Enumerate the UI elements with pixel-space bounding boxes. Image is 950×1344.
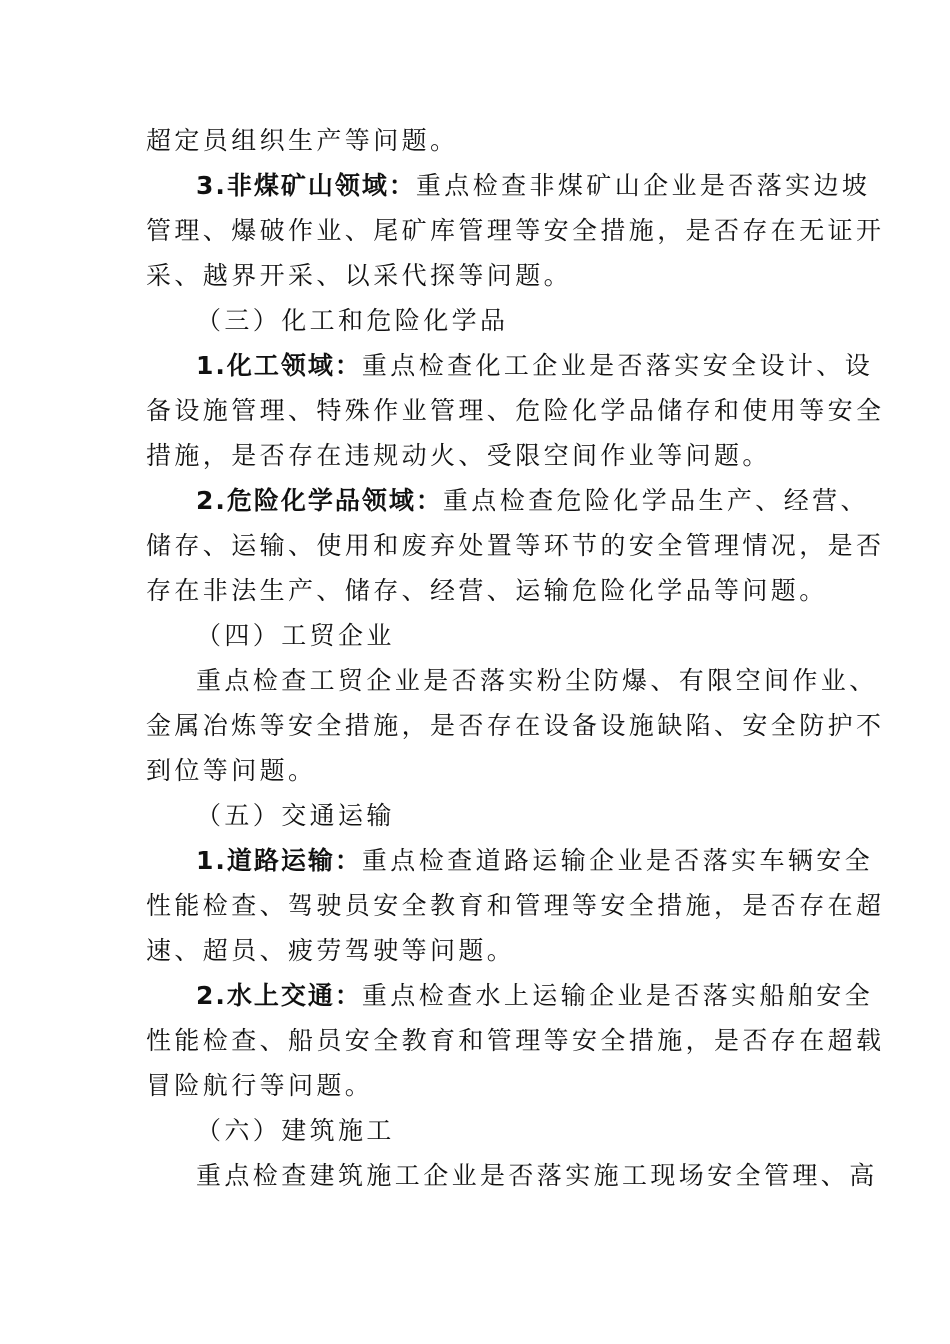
body-line: 性能检查、船员安全教育和管理等安全措施，是否存在超载 [146, 1026, 885, 1055]
body-paragraph: 重点检查建筑施工企业是否落实施工现场安全管理、高 [196, 1161, 878, 1190]
body-line: 采、越界开采、以采代探等问题。 [146, 261, 573, 290]
item-heading: 3.非煤矿山领域： [196, 171, 416, 200]
item-paragraph: 1.化工领域：重点检查化工企业是否落实安全设计、设 [196, 351, 874, 380]
body-line: 到位等问题。 [146, 756, 317, 785]
section-heading: （四）工贸企业 [196, 621, 395, 650]
item-paragraph: 1.道路运输：重点检查道路运输企业是否落实车辆安全 [196, 846, 874, 875]
body-line: 性能检查、驾驶员安全教育和管理等安全措施，是否存在超 [146, 891, 885, 920]
item-paragraph: 2.水上交通：重点检查水上运输企业是否落实船舶安全 [196, 981, 874, 1010]
section-heading: （六）建筑施工 [196, 1116, 395, 1145]
body-line: 备设施管理、特殊作业管理、危险化学品储存和使用等安全 [146, 396, 885, 425]
body-line: 储存、运输、使用和废弃处置等环节的安全管理情况，是否 [146, 531, 885, 560]
section-heading: （三）化工和危险化学品 [196, 306, 509, 335]
section-heading: （五）交通运输 [196, 801, 395, 830]
body-line: 冒险航行等问题。 [146, 1071, 374, 1100]
body-line: 存在非法生产、储存、经营、运输危险化学品等问题。 [146, 576, 828, 605]
item-heading: 1.化工领域： [196, 351, 362, 380]
item-heading: 2.水上交通： [196, 981, 362, 1010]
item-paragraph: 3.非煤矿山领域：重点检查非煤矿山企业是否落实边坡 [196, 171, 871, 200]
body-line: 措施，是否存在违规动火、受限空间作业等问题。 [146, 441, 771, 470]
body-line: 速、超员、疲劳驾驶等问题。 [146, 936, 516, 965]
item-heading: 2.危险化学品领域： [196, 486, 443, 515]
body-line: 金属冶炼等安全措施，是否存在设备设施缺陷、安全防护不 [146, 711, 885, 740]
body-paragraph: 重点检查工贸企业是否落实粉尘防爆、有限空间作业、 [196, 666, 878, 695]
body-line: 超定员组织生产等问题。 [146, 126, 459, 155]
item-paragraph: 2.危险化学品领域：重点检查危险化学品生产、经营、 [196, 486, 869, 515]
body-line: 管理、爆破作业、尾矿库管理等安全措施，是否存在无证开 [146, 216, 885, 245]
item-heading: 1.道路运输： [196, 846, 362, 875]
